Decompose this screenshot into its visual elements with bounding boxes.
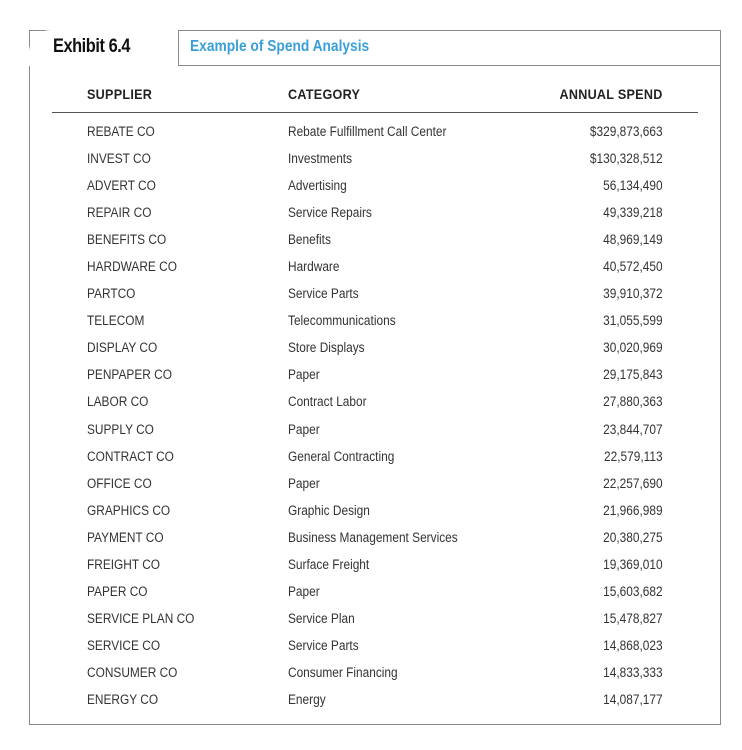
annual-spend-cell: 15,603,682: [603, 583, 663, 599]
table-row: [0, 580, 742, 607]
category-cell: Benefits: [288, 232, 331, 248]
supplier-cell: CONSUMER CO: [87, 664, 178, 680]
annual-spend-cell: 27,880,363: [603, 394, 663, 410]
table-row: [0, 255, 742, 282]
table-row: [0, 445, 742, 472]
supplier-cell: HARDWARE CO: [87, 259, 177, 275]
annual-spend-cell: 20,380,275: [603, 529, 663, 545]
supplier-cell: DISPLAY CO: [87, 340, 158, 356]
supplier-cell: REBATE CO: [87, 124, 155, 139]
category-cell: Business Management Services: [288, 529, 458, 545]
annual-spend-cell: $130,328,512: [590, 151, 663, 167]
table-row: [0, 526, 742, 553]
supplier-cell: REPAIR CO: [87, 205, 152, 221]
supplier-cell: FREIGHT CO: [87, 556, 161, 572]
table-row: [0, 120, 742, 147]
category-cell: Contract Labor: [288, 394, 367, 410]
supplier-cell: TELECOM: [87, 313, 145, 329]
table-row: [0, 147, 742, 174]
supplier-cell: OFFICE CO: [87, 475, 152, 491]
supplier-cell: LABOR CO: [87, 394, 149, 410]
table-row: [0, 472, 742, 499]
category-cell: Paper: [288, 583, 320, 599]
supplier-cell: PARTCO: [87, 286, 136, 302]
table-row: [0, 174, 742, 201]
annual-spend-cell: 40,572,450: [603, 259, 663, 275]
column-header-category: CATEGORY: [288, 86, 361, 102]
table-row: [0, 228, 742, 255]
category-cell: Service Plan: [288, 610, 355, 626]
supplier-cell: PENPAPER CO: [87, 367, 172, 383]
category-cell: Investments: [288, 151, 353, 167]
supplier-cell: PAPER CO: [87, 583, 148, 599]
header-underline: [52, 112, 698, 113]
spend-table-body: [0, 120, 742, 715]
annual-spend-cell: 15,478,827: [603, 610, 663, 626]
column-header-annual-spend: ANNUAL SPEND: [559, 86, 663, 102]
annual-spend-cell: 30,020,969: [603, 340, 663, 356]
category-cell: Service Repairs: [288, 205, 372, 221]
annual-spend-cell: 14,087,177: [603, 691, 663, 707]
table-row: [0, 363, 742, 390]
annual-spend-cell: $329,873,663: [590, 124, 663, 139]
supplier-cell: CONTRACT CO: [87, 448, 174, 464]
table-row: [0, 201, 742, 228]
category-cell: Advertising: [288, 178, 347, 194]
supplier-cell: PAYMENT CO: [87, 529, 164, 545]
annual-spend-cell: 56,134,490: [603, 178, 663, 194]
category-cell: Consumer Financing: [288, 664, 398, 680]
category-cell: Rebate Fulfillment Call Center: [288, 124, 447, 139]
category-cell: Service Parts: [288, 637, 359, 653]
annual-spend-cell: 22,257,690: [603, 475, 663, 491]
annual-spend-cell: 48,969,149: [603, 232, 663, 248]
table-row: [0, 661, 742, 688]
category-cell: Paper: [288, 367, 320, 383]
annual-spend-cell: 14,833,333: [603, 664, 663, 680]
supplier-cell: SERVICE PLAN CO: [87, 610, 195, 626]
annual-spend-cell: 31,055,599: [603, 313, 663, 329]
table-row: [0, 607, 742, 634]
table-row: [0, 336, 742, 363]
table-row: [0, 553, 742, 580]
table-row: [0, 418, 742, 445]
annual-spend-cell: 21,966,989: [603, 502, 663, 518]
table-row: [0, 390, 742, 417]
category-cell: Energy: [288, 691, 326, 707]
annual-spend-cell: 29,175,843: [603, 367, 663, 383]
annual-spend-cell: 49,339,218: [603, 205, 663, 221]
supplier-cell: SERVICE CO: [87, 637, 161, 653]
annual-spend-cell: 39,910,372: [603, 286, 663, 302]
supplier-cell: INVEST CO: [87, 151, 151, 167]
category-cell: General Contracting: [288, 448, 395, 464]
supplier-cell: BENEFITS CO: [87, 232, 167, 248]
exhibit-title: Example of Spend Analysis: [190, 38, 370, 55]
category-cell: Store Displays: [288, 340, 365, 356]
category-cell: Surface Freight: [288, 556, 370, 572]
category-cell: Telecommunications: [288, 313, 396, 329]
supplier-cell: ENERGY CO: [87, 691, 159, 707]
annual-spend-cell: 14,868,023: [603, 637, 663, 653]
category-cell: Graphic Design: [288, 502, 370, 518]
category-cell: Hardware: [288, 259, 340, 275]
annual-spend-cell: 23,844,707: [603, 421, 663, 437]
annual-spend-cell: 22,579,113: [604, 448, 663, 464]
table-row: [0, 282, 742, 309]
table-row: [0, 688, 742, 715]
category-cell: Paper: [288, 475, 320, 491]
category-cell: Paper: [288, 421, 320, 437]
table-row: [0, 499, 742, 526]
supplier-cell: GRAPHICS CO: [87, 502, 171, 518]
table-row: [0, 634, 742, 661]
category-cell: Service Parts: [288, 286, 359, 302]
exhibit-number: Exhibit 6.4: [53, 36, 130, 57]
annual-spend-cell: 19,369,010: [603, 556, 663, 572]
table-row: [0, 309, 742, 336]
supplier-cell: SUPPLY CO: [87, 421, 154, 437]
supplier-cell: ADVERT CO: [87, 178, 156, 194]
column-header-supplier: SUPPLIER: [87, 86, 153, 102]
